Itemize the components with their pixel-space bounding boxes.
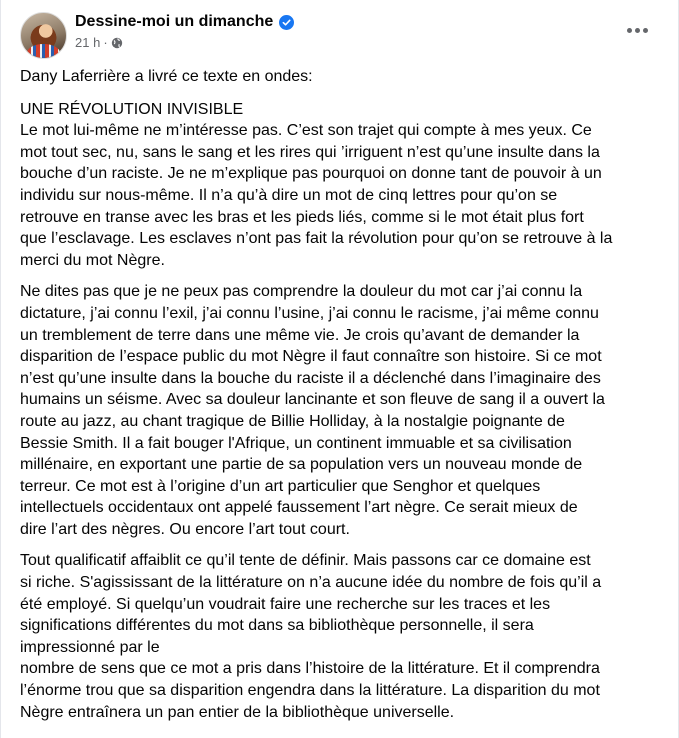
text-line: route au jazz, au chant tragique de Billie Holliday, à la nostalgie poignante de bbox=[20, 412, 565, 430]
text-line: humains un séisme. Avec sa douleur lancinante et son fleuve de sang il a ouvert la bbox=[20, 391, 605, 409]
post-meta bbox=[75, 35, 123, 50]
text-line: UNE RÉVOLUTION INVISIBLE bbox=[20, 100, 244, 118]
more-dot-icon bbox=[627, 28, 632, 33]
paragraph-3 bbox=[20, 550, 665, 723]
text-line: n’est qu’une insulte dans la bouche du raciste il a déclenché dans l’imaginaire des bbox=[20, 369, 601, 387]
post-header bbox=[1, 0, 678, 60]
page-name-link[interactable]: Dessine-moi un dimanche bbox=[75, 13, 274, 30]
paragraph-2 bbox=[20, 281, 665, 540]
text-line: été employé. Si quelqu’un voudrait faire une recherche sur les traces et les bbox=[20, 595, 551, 613]
text-line: significations différentes du mot dans sa bibliothèque personnelle, il sera bbox=[20, 617, 534, 635]
globe-icon[interactable] bbox=[111, 37, 123, 49]
text-line: impressionné par le bbox=[20, 638, 160, 656]
more-options-button[interactable] bbox=[623, 24, 652, 37]
text-line: Tout qualificatif affaiblit ce qu’il tente de définir. Mais passons car ce domaine est bbox=[20, 552, 591, 570]
text-line: si riche. S'agississant de la littérature on n’a aucune idée du nombre de fois qu’il a bbox=[20, 574, 602, 592]
text-line: Le mot lui-même ne m’intéresse pas. C’est son trajet qui compte à mes yeux. Ce bbox=[20, 122, 592, 140]
paragraph-1 bbox=[20, 99, 665, 272]
text-line: bouche d’un raciste. Je ne m’explique pas pourquoi on donne tant de pouvoir à un bbox=[20, 165, 602, 183]
page-name-row bbox=[75, 13, 294, 31]
post-timestamp[interactable]: 21 h bbox=[75, 35, 101, 50]
text-line: retrouve en transe avec les bras et les pieds liés, comme si le mot était plus fort bbox=[20, 208, 584, 226]
text-line: que l’esclavage. Les esclaves n’ont pas fait la révolution pour qu’on se retrouve à la bbox=[20, 230, 613, 248]
meta-separator: · bbox=[103, 35, 108, 50]
text-line: merci du mot Nègre. bbox=[20, 251, 165, 269]
text-line: l’énorme trou que sa disparition engendra dans la littérature. La disparition du mot bbox=[20, 682, 600, 700]
page-avatar[interactable] bbox=[20, 12, 67, 59]
paragraph-gap bbox=[20, 271, 665, 281]
text-line: dire l’art des nègres. Ou encore l’art tout court. bbox=[20, 520, 350, 538]
text-line: disparition de l’espace public du mot Nègre il faut connaître son histoire. Si ce mot bbox=[20, 348, 602, 366]
text-line: terreur. Ce mot est à l’origine d’un art particulier que Senghor et quelques bbox=[20, 477, 541, 495]
text-line: mot tout sec, nu, sans le sang et les rires qui ’irriguent n’est qu’une insulte dans la bbox=[20, 143, 600, 161]
text-line: Nègre entraînera un pan entier de la bibliothèque universelle. bbox=[20, 703, 455, 721]
text-line: nombre de sens que ce mot a pris dans l’histoire de la littérature. Et il comprendra bbox=[20, 660, 600, 678]
text-line: Bessie Smith. Il a fait bouger l'Afrique, un continent immuable et sa civilisation bbox=[20, 434, 572, 452]
paragraph-gap bbox=[20, 540, 665, 550]
text-line: Ne dites pas que je ne peux pas comprendre la douleur du mot car j’ai connu la bbox=[20, 283, 583, 301]
avatar-shirt bbox=[27, 44, 60, 59]
text-line: intellectuels occidentaux ont appelé faussement l’art nègre. Ce serait mieux de bbox=[20, 499, 578, 517]
text-line: dictature, j’ai connu l’exil, j’ai connu l’usine, j’ai connu le racisme, j’ai même connu bbox=[20, 304, 599, 322]
more-dot-icon bbox=[643, 28, 648, 33]
text-line: individu sur nous-même. Il n’a qu’à dire un mot de cinq lettres pour qu’on se bbox=[20, 186, 558, 204]
text-line: un tremblement de terre dans une même vie. Je crois qu’avant de demander la bbox=[20, 326, 580, 344]
more-dot-icon bbox=[635, 28, 640, 33]
text-line: millénaire, en exportant une partie de sa population vers un nouveau monde de bbox=[20, 456, 583, 474]
verified-badge-icon bbox=[279, 15, 294, 30]
post-intro: Dany Laferrière a livré ce texte en ondes: bbox=[20, 68, 313, 85]
post-body bbox=[20, 66, 665, 723]
